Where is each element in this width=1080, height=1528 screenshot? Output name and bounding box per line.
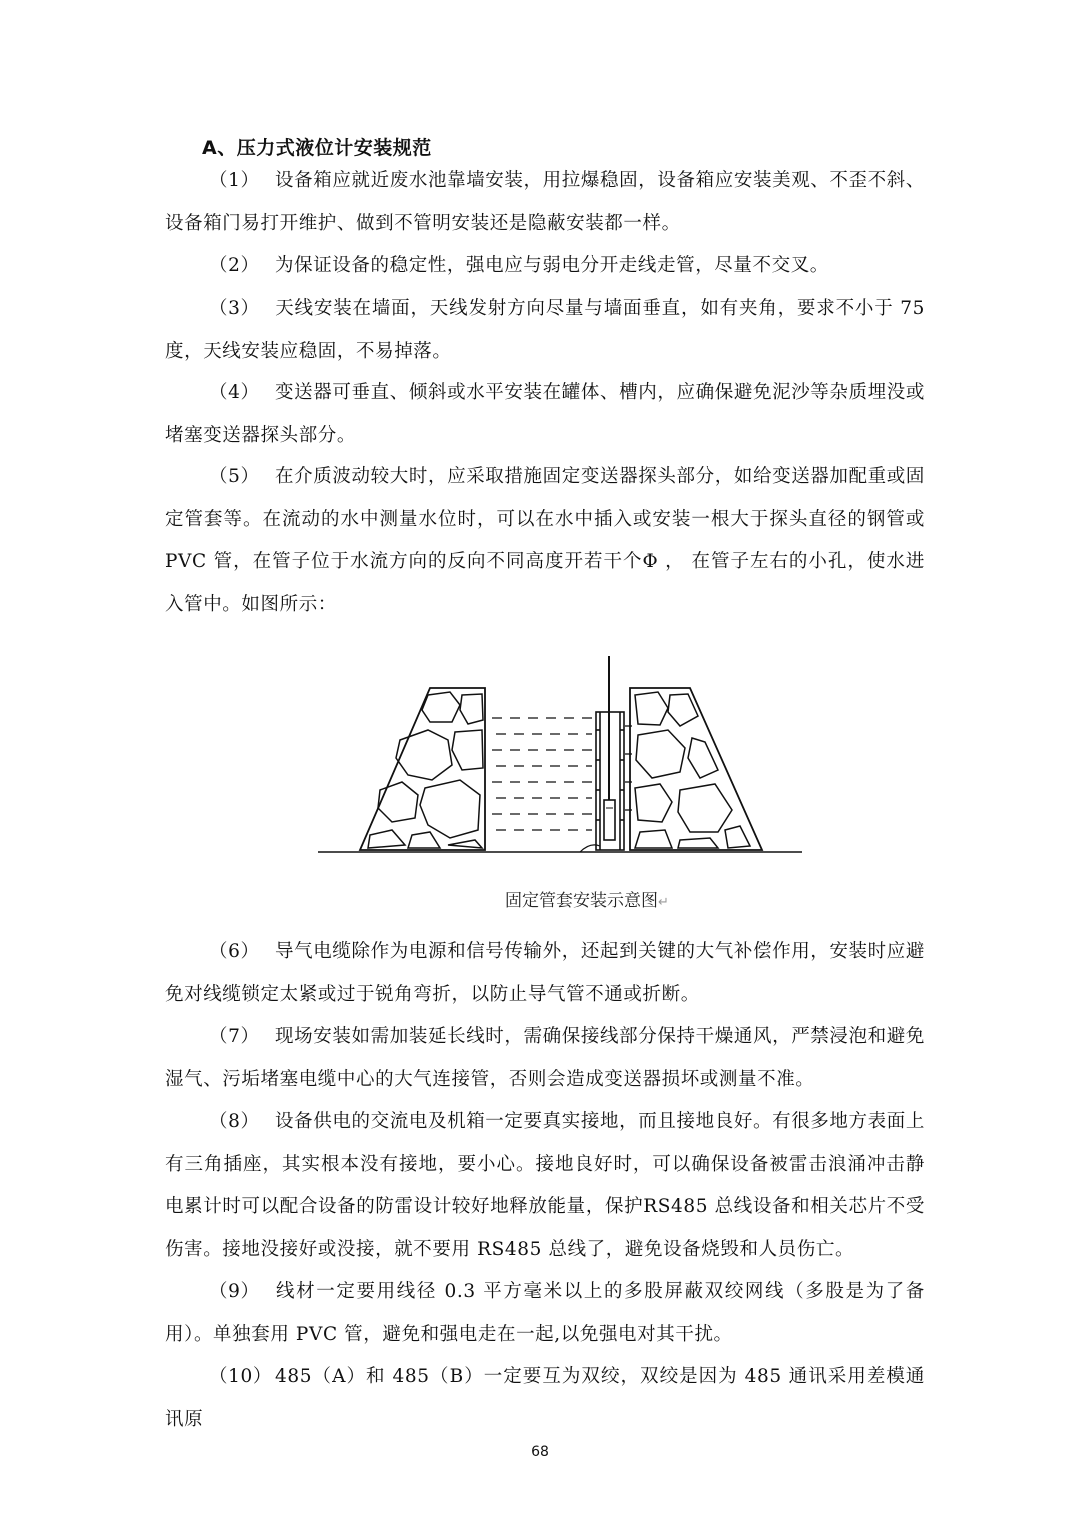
paragraph-number: （9） — [209, 1281, 260, 1302]
paragraph-8 — [165, 1101, 925, 1271]
paragraph-text: 现场安装如需加装延长线时，需确保接线部分保持干燥通风，严禁浸泡和避免湿气、污垢堵塞电缆中心的大气连接管，否则会造成变送器损坏或测量不准。 — [165, 1026, 925, 1090]
paragraph-10 — [165, 1356, 925, 1441]
paragraph-mark: ↵ — [658, 895, 669, 910]
paragraph-text: 设备供电的交流电及机箱一定要真实接地，而且接地良好。有很多地方表面上有三角插座，其实根本没有接地，要小心。接地良好时，可以确保设备被雷击浪涌冲击静电累计时可以配合设备的防雷设计较好地释放能量，保护RS485 总线设备和相关芯片不受伤害。接地没接好或没接，就不要用 RS485 总线了，避免设备烧毁和人员伤亡。 — [165, 1111, 925, 1260]
paragraph-number: （6） — [209, 941, 260, 962]
paragraph-1 — [165, 160, 925, 245]
paragraph-text: 线材一定要用线径 0.3 平方毫米以上的多股屏蔽双绞网线（多股是为了备用）。单独套用 PVC 管，避免和强电走在一起,以免强电对其干扰。 — [165, 1281, 925, 1345]
transmitter-probe — [604, 800, 615, 840]
caption-text: 固定管套安装示意图 — [505, 891, 658, 911]
paragraph-text: 为保证设备的稳定性，强电应与弱电分开走线走管，尽量不交叉。 — [275, 255, 829, 276]
figure-caption — [505, 886, 669, 911]
paragraph-number: （5） — [209, 466, 260, 487]
paragraph-7 — [165, 1016, 925, 1101]
paragraph-number: （7） — [209, 1026, 260, 1047]
paragraph-text: 设备箱应就近废水池靠墙安装，用拉爆稳固，设备箱应安装美观、不歪不斜、设备箱门易打开维护、做到不管明安装还是隐蔽安装都一样。 — [165, 170, 925, 234]
paragraph-number: （2） — [209, 255, 260, 276]
paragraph-3 — [165, 288, 925, 373]
page-number: 68 — [531, 1444, 549, 1460]
paragraph-2 — [165, 245, 925, 288]
paragraph-4 — [165, 372, 925, 457]
sleeve-installation-diagram — [300, 650, 820, 870]
paragraph-text: 天线安装在墙面，天线发射方向尽量与墙面垂直，如有夹角，要求不小于 75 度，天线安装应稳固，不易掉落。 — [165, 298, 925, 362]
paragraph-9 — [165, 1271, 925, 1356]
paragraph-number: （8） — [209, 1111, 260, 1132]
paragraph-number: （1） — [209, 170, 260, 191]
paragraph-number: （10） — [209, 1366, 272, 1387]
section-heading: A、压力式液位计安装规范 — [202, 137, 432, 159]
paragraph-6 — [165, 931, 925, 1016]
paragraph-text: 485（A）和 485（B）一定要互为双绞，双绞是因为 485 通讯采用差模通讯原 — [165, 1366, 925, 1430]
paragraph-text: 导气电缆除作为电源和信号传输外，还起到关键的大气补偿作用，安装时应避免对线缆锁定太紧或过于锐角弯折，以防止导气管不通或折断。 — [165, 941, 925, 1005]
paragraph-text: 变送器可垂直、倾斜或水平安装在罐体、槽内，应确保避免泥沙等杂质埋没或堵塞变送器探头部分。 — [165, 382, 925, 446]
paragraph-number: （3） — [209, 298, 260, 319]
paragraph-5 — [165, 456, 925, 626]
paragraph-number: （4） — [209, 382, 260, 403]
paragraph-text: 在介质波动较大时，应采取措施固定变送器探头部分，如给变送器加配重或固定管套等。在流动的水中测量水位时，可以在水中插入或安装一根大于探头直径的钢管或 PVC 管，在管子位于水流方向的反向不同高度开若干个Φ ， 在管子左右的小孔，使水进入管中。如图所示： — [165, 466, 925, 615]
